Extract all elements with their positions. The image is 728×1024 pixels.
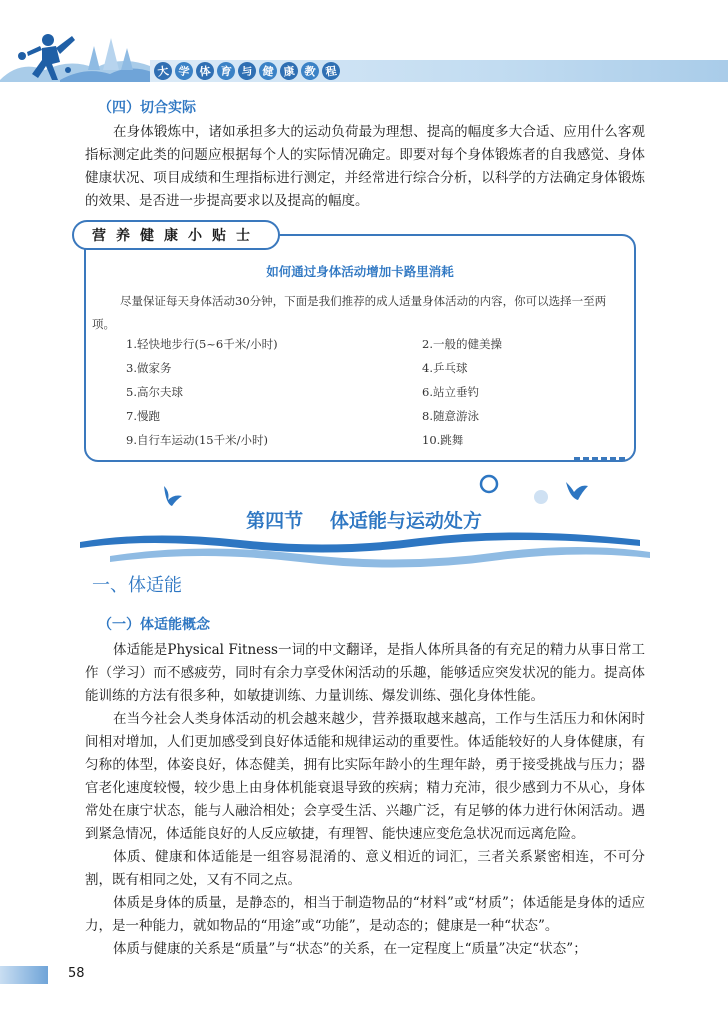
list-item: 4.乒乓球 — [422, 361, 468, 375]
list-item: 6.站立垂钓 — [422, 385, 479, 399]
circle-icon — [481, 476, 497, 492]
book-title-char: 学 — [174, 61, 194, 81]
chapter-heading: 一、体适能 — [92, 575, 182, 596]
tips-label-text: 营养健康小贴士 — [92, 228, 260, 244]
book-title-char: 育 — [216, 61, 236, 81]
tips-intro: 尽量保证每天身体活动30分钟，下面是我们推荐的成人适量身体活动的内容，你可以选择一至两项。 — [92, 294, 607, 331]
book-title-char: 体 — [195, 61, 215, 81]
book-title-char: 与 — [237, 61, 257, 81]
bird-icon — [566, 482, 588, 500]
book-title-char: 大 — [153, 61, 173, 81]
bird-icon — [164, 486, 182, 506]
body-paragraph: 体质与健康的关系是“质量”与“状态”的关系，在一定程度上“质量”决定“状态”； — [113, 941, 587, 957]
tips-corner-dashes — [574, 457, 625, 461]
section-number: 第四节 — [246, 510, 304, 532]
book-title — [154, 60, 340, 82]
list-item: 5.高尔夫球 — [126, 385, 183, 399]
body-paragraph: 体质、健康和体适能是一组容易混淆的、意义相近的词汇，三者关系紧密相连，不可分割，既有相同之处，又有不同之点。 — [85, 849, 645, 888]
list-item: 10.跳舞 — [422, 433, 464, 447]
book-title-char: 健 — [258, 61, 278, 81]
list-item: 3.做家务 — [126, 361, 172, 375]
book-title-char: 程 — [321, 61, 341, 81]
section-title — [0, 506, 728, 533]
circle-icon — [534, 490, 548, 504]
list-item: 1.轻快地步行(5~6千米/小时) — [126, 337, 278, 351]
list-item: 8.随意游泳 — [422, 409, 479, 423]
section-name: 体适能与运动处方 — [329, 510, 482, 532]
sub-heading: （一）体适能概念 — [98, 617, 210, 633]
tips-list — [126, 334, 606, 451]
body-paragraph: 在当今社会人类身体活动的机会越来越少，营养摄取越来越高，工作与生活压力和休闲时间相对增加，人们更加感受到良好体适能和规律运动的重要性。体适能较好的人身体健康，有匀称的体型，体姿良好，体态健美，拥有比实际年龄小的生理年龄，勇于接受挑战与压力；器官老化速度较慢，较少患上由身体机能衰退导致的疾病；精力充沛，很少感到力不从心，身体常处在康宁状态，能与人融洽相处；会享受生活、兴趣广泛，有足够的体力进行休闲活动。遇到紧急情况，体适能良好的人反应敏捷，有理智、能快速应变危急状况而远离危险。 — [85, 711, 645, 842]
tips-title: 如何通过身体活动增加卡路里消耗 — [266, 264, 454, 279]
list-item: 7.慢跑 — [126, 409, 160, 423]
page-header — [0, 0, 728, 90]
book-title-char: 教 — [300, 61, 320, 81]
body-paragraph: 体质是身体的质量，是静态的，相当于制造物品的“材料”或“材质”；体适能是身体的适应力，是一种能力，就如物品的“用途”或“功能”，是动态的；健康是一种“状态”。 — [85, 895, 645, 934]
body-paragraph: 体适能是Physical Fitness一词的中文翻译，是指人体所具备的有充足的精力从事日常工作（学习）而不感疲劳，同时有余力享受休闲活动的乐趣，能够适应突发状况的能力。提高体能训练的方法有很多种，如敏捷训练、力量训练、爆发训练、强化身体性能。 — [85, 642, 645, 704]
tips-label — [72, 220, 280, 250]
list-item: 2.一般的健美操 — [422, 337, 502, 351]
body-paragraph: 在身体锻炼中，诸如承担多大的运动负荷最为理想、提高的幅度多大合适、应用什么客观指标测定此类的问题应根据每个人的实际情况确定。即要对每个身体锻炼者的自我感觉、身体健康状况、项目成绩和生理指标进行测定，并经常进行综合分析，以科学的方法确定身体锻炼的效果、是否进一步提高要求以及提高的幅度。 — [85, 124, 645, 209]
page-number: 58 — [68, 966, 85, 981]
list-item: 9.自行车运动(15千米/小时) — [126, 433, 268, 447]
footer-bar — [0, 966, 48, 984]
book-title-char: 康 — [279, 61, 299, 81]
section-heading: （四）切合实际 — [98, 100, 196, 116]
